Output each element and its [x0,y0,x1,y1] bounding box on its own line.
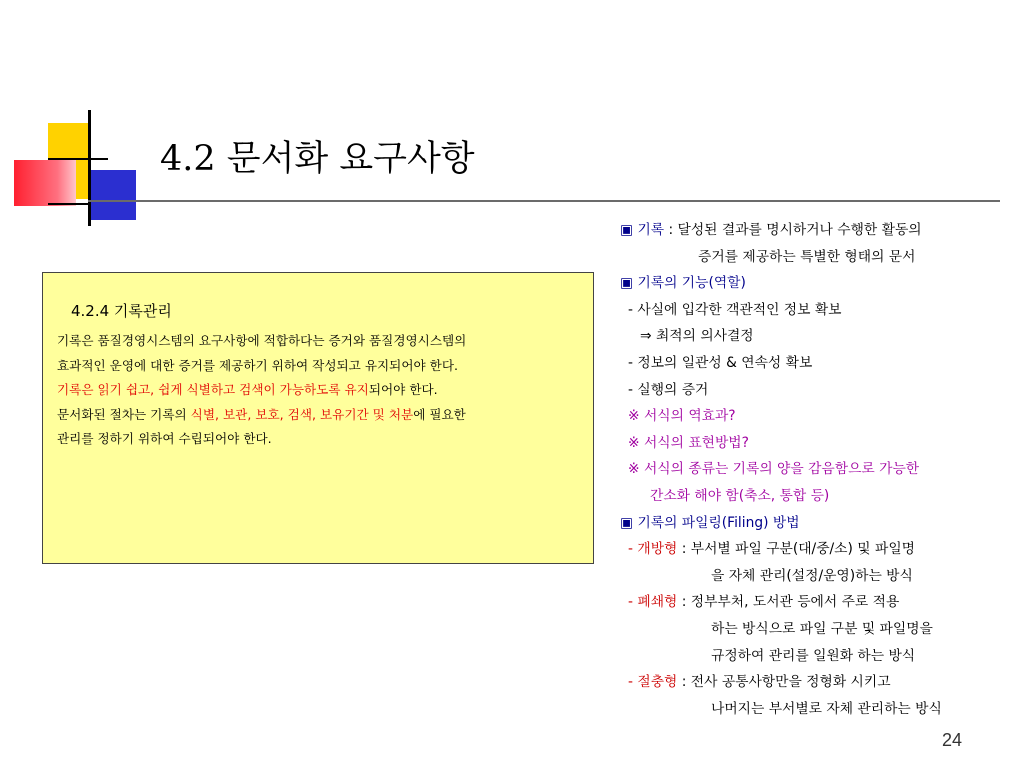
square-bullet-icon: ▣ [620,222,634,238]
box-text-line: 기록은 품질경영시스템의 요구사항에 적합하다는 증거와 품질경영시스템의 [57,333,467,348]
box-text-fragment: 에 필요한 [413,406,466,422]
section-heading-text: 기록의 기능(역할) [637,275,746,292]
section-heading-text: 기록의 파일링(Filing) 방법 [637,514,800,531]
filing-type-term: - 폐쇄형 [628,594,678,611]
page-number: 24 [942,730,963,750]
filing-type-continuation: 규정하여 관리를 일원화 하는 방식 [711,647,916,664]
square-bullet-icon: ▣ [620,275,634,292]
slide-title: 4.2 문서화 요구사항 [160,139,475,179]
logo-horizontal-line [48,203,88,205]
box-text-line [57,378,593,403]
logo-red-square [14,160,76,206]
record-definition-line [620,217,1020,244]
filing-type-closed [620,589,1020,616]
filing-type-continuation: 을 자체 관리(설정/운영)하는 방식 [711,567,913,584]
filing-type-mixed [620,669,1020,696]
definition-continuation: 증거를 제공하는 특별한 형태의 문서 [698,248,916,265]
note-item: ※ 서식의 종류는 기록의 양을 감음함으로 가능한 [628,461,920,478]
definition-text: : 달성된 결과를 명시하거나 수행한 활동의 [664,222,922,238]
filing-type-continuation: 나머지는 부서별로 자체 관리하는 방식 [711,700,942,717]
filing-type-text: : 부서별 파일 구분(대/중/소) 및 파일명 [677,541,915,558]
note-item: ※ 서식의 표현방법? [628,434,749,451]
filing-type-continuation: 하는 방식으로 파일 구분 및 파일명을 [711,620,933,637]
note-item: ※ 서식의 역효과? [628,408,736,425]
box-text-line [57,403,593,428]
square-bullet-icon: ▣ [620,514,634,531]
box-text-line: 관리를 정하기 위하여 수립되어야 한다. [57,431,272,446]
filing-type-term: - 절충형 [628,674,678,691]
box-heading: 4.2.4 기록관리 [71,302,172,320]
box-text-fragment: 문서화된 절차는 기록의 [57,406,191,422]
slide-logo-decoration [0,0,160,240]
note-item-continuation: 간소화 해야 함(축소, 통합 등) [650,487,830,504]
filing-type-open [620,536,1020,563]
box-text-line: 효과적인 운영에 대한 증거를 제공하기 위하여 작성되고 유지되어야 한다. [57,357,458,373]
function-subitem: ⇒ 최적의 의사결정 [640,328,754,345]
highlighted-requirement: 기록은 읽기 쉽고, 쉽게 식별하고 검색이 가능하도록 유지 [57,382,369,397]
title-underline-rule [88,200,1000,202]
logo-vertical-line [88,110,91,226]
right-column-notes [620,217,1020,722]
filing-type-term: - 개방형 [628,541,678,558]
logo-blue-square [88,170,136,220]
filing-type-text: : 정부부처, 도서관 등에서 주로 적용 [677,594,900,611]
function-item: - 정보의 일관성 & 연속성 확보 [628,354,813,371]
box-text-fragment: 되어야 한다. [368,382,438,397]
logo-horizontal-line [48,158,108,160]
function-item: - 실행의 증거 [628,381,709,398]
function-item: - 사실에 입각한 객관적인 정보 확보 [628,301,842,318]
records-management-box [42,272,594,564]
definition-term: 기록 [637,222,665,238]
section-heading-functions [620,270,1020,297]
filing-type-text: : 전사 공통사항만을 정형화 시키고 [677,674,891,691]
highlighted-requirement: 식별, 보관, 보호, 검색, 보유기간 및 처분 [190,406,414,422]
section-heading-filing [620,510,1020,537]
